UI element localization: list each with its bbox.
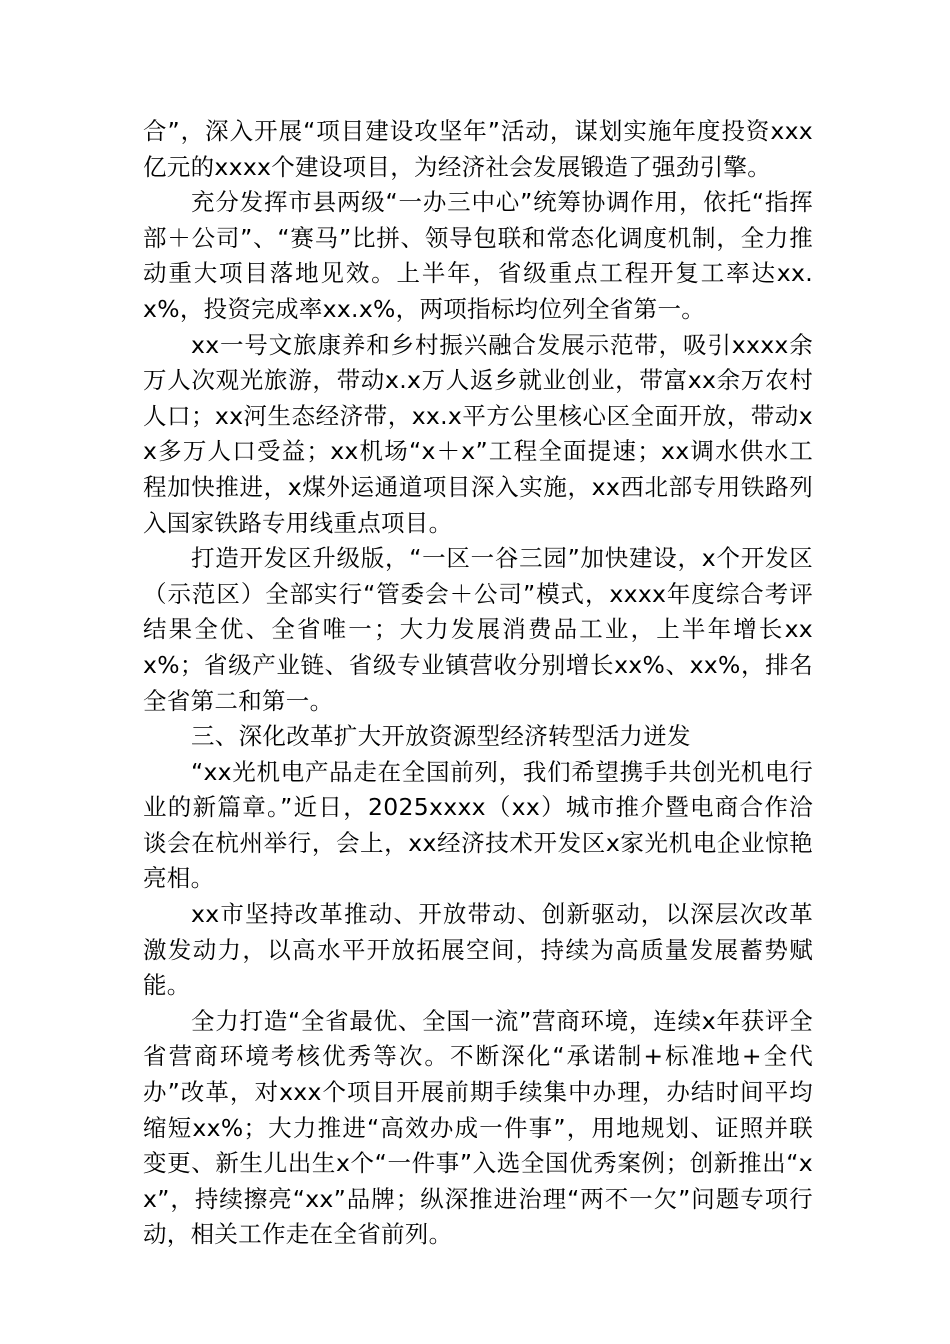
section-heading: 三、深化改革扩大开放资源型经济转型活力迸发 [191,722,691,751]
document-body [143,114,813,1253]
paragraph-continuation: 合”，深入开展“项目建设攻坚年”活动，谋划实施年度投资xxx亿元的xxxx个建设项目，为经济社会发展锻造了强劲引擎。 [143,117,813,181]
paragraph-reform: xx市坚持改革推动、开放带动、创新驱动，以深层次改革激发动力，以高水平开放拓展空间，持续为高质量发展蓄势赋能。 [143,900,813,1000]
paragraph-coordination: 充分发挥市县两级“一办三中心”统筹协调作用，依托“指挥部＋公司”、“赛马”比拼、领导包联和常态化调度机制，全力推动重大项目落地见效。上半年，省级重点工程开复工率达xx.x%，投资完成率xx.x%，两项指标均位列全省第一。 [143,188,813,323]
paragraph-development-zone: 打造开发区升级版，“一区一谷三园”加快建设，x个开发区（示范区）全部实行“管委会＋公司”模式，xxxx年度综合考评结果全优、全省唯一；大力发展消费品工业，上半年增长xxx%；省级产业链、省级专业镇营收分别增长xx%、xx%，排名全省第二和第一。 [143,544,813,715]
paragraph-quote: “xx光机电产品走在全国前列，我们希望携手共创光机电行业的新篇章。”近日，2025xxxx（xx）城市推介暨电商合作洽谈会在杭州举行，会上，xx经济技术开发区x家光机电企业惊艳亮相。 [143,757,813,893]
paragraph-tourism-belt: xx一号文旅康养和乡村振兴融合发展示范带，吸引xxxx余万人次观光旅游，带动x.x万人返乡就业创业，带富xx余万农村人口；xx河生态经济带，xx.x平方公里核心区全面开放，带动xx多万人口受益；xx机场“x＋x”工程全面提速；xx调水供水工程加快推进，x煤外运通道项目深入实施，xx西北部专用铁路列入国家铁路专用线重点项目。 [143,330,813,537]
paragraph-business-environment: 全力打造“全省最优、全国一流”营商环境，连续x年获评全省营商环境考核优秀等次。不断深化“承诺制+标准地+全代办”改革，对xxx个项目开展前期手续集中办理，办结时间平均缩短xx%；大力推进“高效办成一件事”，用地规划、证照并联变更、新生儿出生x个“一件事”入选全国优秀案例；创新推出“xx”，持续擦亮“xx”品牌；纵深推进治理“两不一欠”问题专项行动，相关工作走在全省前列。 [143,1006,813,1249]
